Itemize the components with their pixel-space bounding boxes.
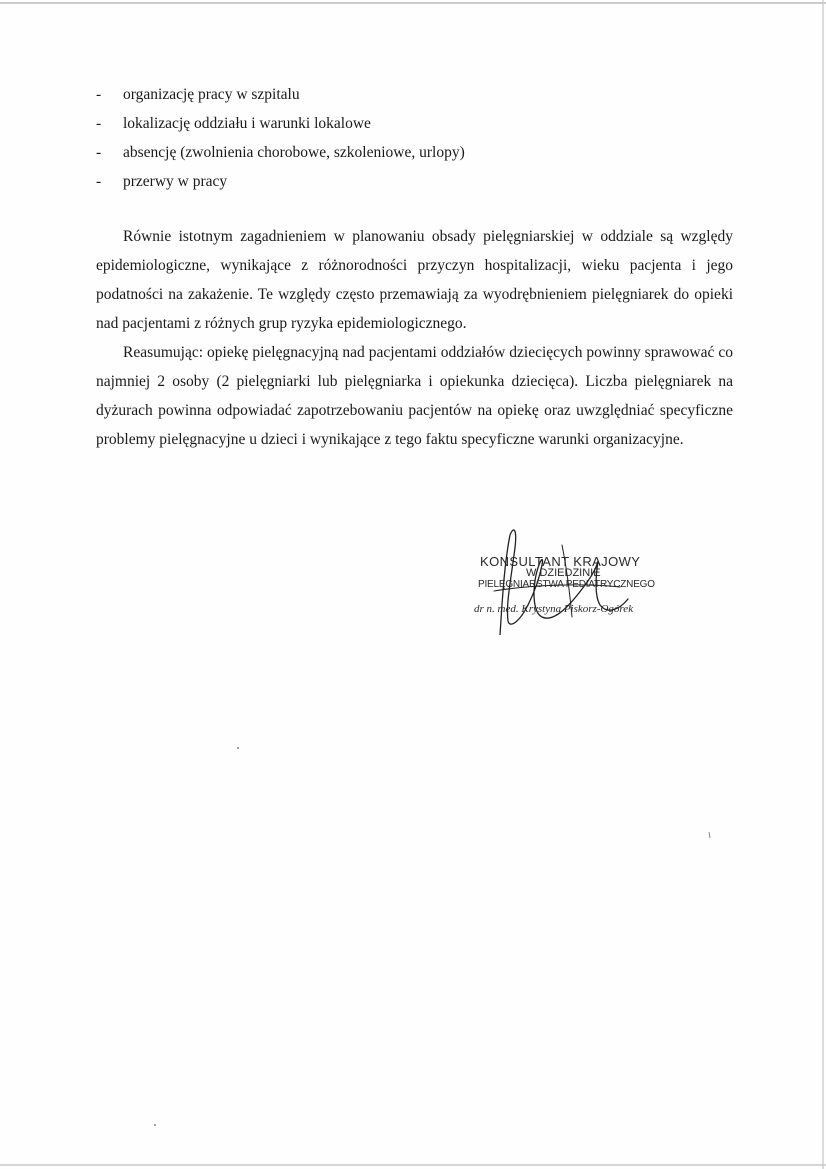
list-item-text: organizację pracy w szpitalu: [123, 86, 300, 103]
paragraph-summary: Reasumując: opiekę pielęgnacyjną nad pacjentami oddziałów dziecięcych powinny sprawować co najmniej 2 osoby (2 pielęgniarki lub pielęgniarka i opiekunka dziecięca). Liczba pielęgniarek na dyżurach powinna odpowiadać zapotrzebowaniu pacjentów na opiekę oraz uwzględniać specyficzne problemy pielęgnacyjne u dzieci i wynikające z tego faktu specyficzne warunki organizacyjne.: [96, 344, 733, 448]
bullet-marker: -: [96, 86, 102, 103]
list-item-text: absencję (zwolnienia chorobowe, szkoleniowe, urlopy): [123, 144, 465, 161]
stamp-line-name: dr n. med. Krystyna Piskorz-Ogórek: [474, 603, 634, 615]
stamp-line-title: KONSULTANT KRAJOWY: [480, 554, 641, 569]
list-item: [96, 109, 736, 138]
stamp-line-field: W DZIEDZINIE: [526, 567, 601, 579]
bullet-marker: -: [96, 144, 102, 161]
list-item-text: przerwy w pracy: [123, 173, 228, 190]
handwritten-signature: [470, 525, 670, 635]
stamp-line-specialty: PIELĘGNIARSTWA PEDIATRYCZNEGO: [478, 579, 655, 590]
list-item-text: lokalizację oddziału i warunki lokalowe: [123, 115, 371, 132]
list-item: [96, 80, 736, 109]
list-item: [96, 167, 736, 196]
list-item: [96, 138, 736, 167]
bullet-marker: -: [96, 115, 102, 132]
paragraph-epidemiology: Równie istotnym zagadnieniem w planowaniu obsady pielęgniarskiej w oddziale są względy epidemiologiczne, wynikające z różnorodności przyczyn hospitalizacji, wieku pacjenta i jego podatności na zakażenie. Te względy często przemawiają za wyodrębnieniem pielęgniarek do opieki nad pacjentami z różnych grup ryzyka epidemiologicznego.: [96, 228, 733, 332]
bullet-list: [96, 80, 736, 196]
bullet-marker: -: [96, 173, 102, 190]
